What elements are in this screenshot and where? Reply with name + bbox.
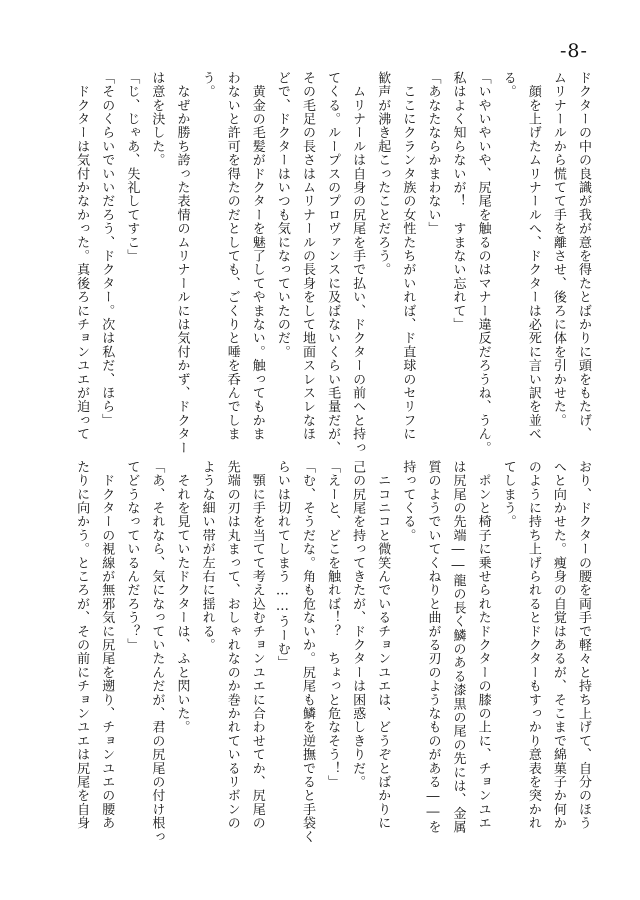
text-line: わないと許可を得たのだとしても、ごくりと唾を呑んでしま — [224, 71, 240, 441]
text-line: ニコニコと微笑んでいるチョンユエは、どうぞとばかりに — [375, 460, 391, 830]
text-line: ムリナールから慌てて手を離させ、後ろに体を引かせた。 — [550, 71, 566, 428]
text-line: 持ってくる。 — [400, 460, 416, 543]
text-line: 「む、そうだな。角も危ないか。尻尾も鱗を逆撫でると手袋く — [299, 460, 315, 844]
text-line: ムリナールは自身の尻尾を手で払い、ドクターの前へと持っ — [350, 71, 366, 455]
text-line: ドクターの視線が無邪気に尻尾を遡り、チョンユエの腰あ — [99, 460, 115, 830]
text-block-bottom — [30, 460, 596, 844]
text-line: 「いやいやいや、尻尾を触るのはマナー違反だろうね、うん。 — [475, 71, 491, 455]
text-line: 私はよく知らないが！ すまない忘れて」 — [450, 71, 466, 332]
text-line: 顔を上げたムリナールへ、ドクターは必死に言い訳を並べ — [525, 71, 541, 441]
text-line: ドクターは気付かなかった。真後ろにチョンユエが迫って — [74, 71, 90, 441]
text-line: 「じ、じゃあ、失礼してすこ」 — [124, 71, 140, 263]
text-line: てどうなっているんだろう？」 — [124, 460, 140, 652]
text-line: へと向かせた。痩身の自覚はあるが、そこまで綿菓子か何か — [550, 460, 566, 830]
text-line: う。 — [199, 71, 215, 99]
text-line: は尻尾の先端――龍の長く鱗のある漆黒の尾の先には、金属 — [450, 460, 466, 834]
text-line: なぜか勝ち誇った表情のムリナールには気付かず、ドクター — [174, 71, 190, 455]
text-line: 黄金の毛髪がドクターを魅了してやまない。触ってもかま — [249, 71, 265, 441]
text-line: 「そのくらいでいいだろう、ドクター。次は私だ、ほら」 — [99, 71, 115, 428]
text-line: 質のようでいてくねりと曲がる刃のようなものがある――を — [425, 460, 441, 834]
text-line: る。 — [500, 71, 516, 99]
text-line: のように持ち上げられるとドクターもすっかり意表を突かれ — [525, 460, 541, 830]
text-line: 歓声が沸き起こったことだろう。 — [375, 71, 391, 277]
text-block-top — [30, 71, 596, 455]
page-number: -8- — [560, 40, 588, 62]
text-line: それを見ていたドクターは、ふと閃いた。 — [174, 460, 190, 734]
text-line: 先端の刃は丸まって、おしゃれなのか巻かれているリボンの — [224, 460, 240, 830]
text-line: ドクターの中の良識が我が意を得たとばかりに頭をもたげ、 — [576, 71, 591, 441]
text-line: その毛足の長さはムリナールの長身をして地面スレスレなほ — [299, 71, 315, 441]
text-line: 顎に手を当てて考え込むチョンユエに合わせてか、尻尾の — [249, 460, 265, 830]
text-line: 己の尻尾を持ってきたが、ドクターは困惑しきりだ。 — [350, 460, 366, 789]
text-line: 「あ、それなら、気になっていたんだが、君の尻尾の付け根っ — [149, 460, 165, 844]
text-line: てしまう。 — [500, 460, 516, 529]
text-line: てくる。ループスのプロヴァンスに及ばないくらい毛量だが、 — [325, 71, 341, 455]
text-line: は意を決した。 — [149, 71, 165, 167]
text-line: 「えーと、どこを触れば！？ ちょっと危なそう！」 — [325, 460, 341, 789]
text-line: らいは切れてしまう……うーむ」 — [274, 460, 290, 670]
text-line: ポンと椅子に乗せられたドクターの膝の上に、チョンユエ — [475, 460, 491, 830]
text-line: おり、ドクターの腰を両手で軽々と持ち上げて、自分のほう — [576, 460, 591, 830]
text-line: どで、ドクターはいつも気になっていたのだ。 — [274, 71, 290, 359]
text-line: たりに向かう。ところが、その前にチョンユエは尻尾を自身 — [74, 460, 90, 830]
text-line: 「あなたならかまわない」 — [425, 71, 441, 236]
text-line: ここにクランタ族の女性たちがいれば、ド直球のセリフに — [400, 71, 416, 441]
text-line: ような細い帯が左右に揺れる。 — [199, 460, 215, 652]
